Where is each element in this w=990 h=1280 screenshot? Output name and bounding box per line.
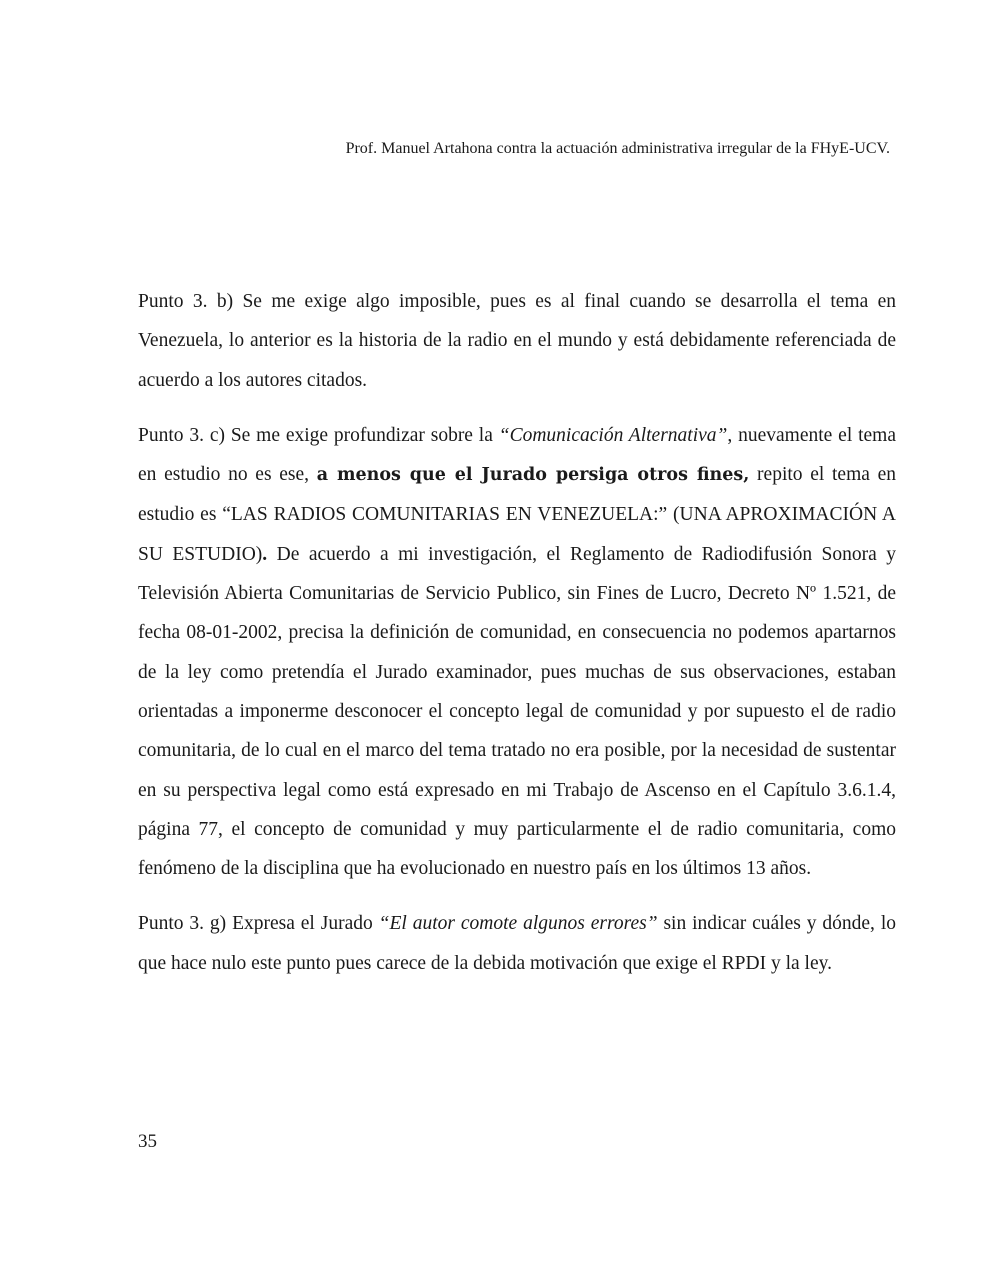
page-number: 35: [138, 1131, 157, 1152]
paragraph-text: Punto 3. b) Se me exige algo imposible, pues es al final cuando se desarrolla el tema en Venezuela, lo anterior es la historia de la radio en el mundo y está debidamente referenciada de acuerdo a los autores citados.: [138, 291, 896, 391]
body-text: [138, 282, 896, 983]
paragraph-text: Punto 3. c) Se me exige profundizar sobre la: [138, 424, 499, 446]
quoted-term-comunicacion-alternativa: “Comunicación Alternativa”: [498, 424, 728, 446]
paragraph-text: repito el tema en estudio es “LAS RADIOS COMUNITARIAS EN VENEZUELA:” (UNA APROXIMACIÓN A SU ESTUDIO): [138, 464, 896, 565]
paragraph-text: , nuevamente el tema en estudio no es ese,: [138, 424, 896, 486]
running-header: Prof. Manuel Artahona contra la actuación administrativa irregular de la FHyE-UCV.: [345, 140, 890, 157]
paragraph-text: sin indicar cuáles y dónde, lo que hace nulo este punto pues carece de la debida motivación que exige el RPDI y la ley.: [138, 913, 896, 974]
quoted-jury-statement: “El autor comote algunos errores”: [378, 913, 658, 935]
paragraph-punto-3b: [138, 282, 896, 400]
emphasized-phrase: a menos que el Jurado persiga otros fines,: [316, 465, 750, 486]
paragraph-punto-3c: [138, 416, 896, 889]
paragraph-punto-3g: [138, 904, 896, 983]
paragraph-text: Punto 3. g) Expresa el Jurado: [138, 913, 379, 935]
paragraph-text: De acuerdo a mi investigación, el Reglamento de Radiodifusión Sonora y Televisión Abierta Comunitarias de Servicio Publico, sin Fines de Lucro, Decreto Nº 1.521, de fecha 08-01-2002, precisa la definición de comunidad, en consecuencia no podemos apartarnos de la ley como pretendía el Jurado examinador, pues muchas de sus observaciones, estaban orientadas a imponerme desconocer el concepto legal de comunidad y por supuesto el de radio comunitaria, de lo cual en el marco del tema tratado no era posible, por la necesidad de sustentar en su perspectiva legal como está expresado en mi Trabajo de Ascenso en el Capítulo 3.6.1.4, página 77, el concepto de comunidad y muy particularmente el de radio comunitaria, como fenómeno de la disciplina que ha evolucionado en nuestro país en los últimos 13 años.: [138, 543, 896, 880]
bold-period: .: [262, 543, 268, 565]
